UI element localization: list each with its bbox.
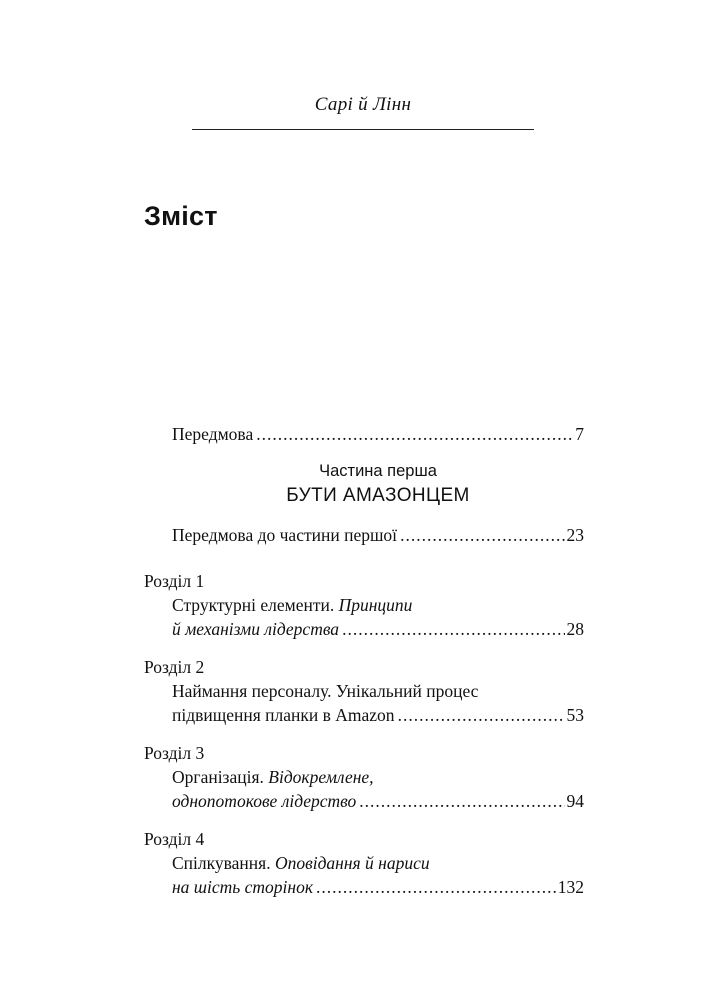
toc-entry-chapter-2[interactable] bbox=[172, 679, 584, 727]
toc-entry-line bbox=[172, 523, 584, 547]
toc-entry-chapter-1[interactable] bbox=[172, 593, 584, 641]
dot-leader bbox=[316, 875, 556, 899]
section-label: Розділ 3 bbox=[144, 743, 205, 763]
entry-title: Передмова до частини першої bbox=[172, 525, 398, 545]
page-number: 94 bbox=[566, 791, 584, 811]
page-number: 7 bbox=[575, 424, 584, 444]
entry-title-italic: Оповідання й нариси bbox=[274, 853, 430, 873]
entry-title: Передмова bbox=[172, 424, 254, 444]
toc-entry-line bbox=[172, 679, 584, 703]
toc-entry-chapter-4[interactable] bbox=[172, 851, 584, 899]
entry-title-plain: Наймання персоналу. Унікальний процес bbox=[172, 681, 479, 701]
toc-entry-preface[interactable] bbox=[172, 422, 584, 446]
section-label: Розділ 4 bbox=[144, 829, 205, 849]
dot-leader bbox=[342, 617, 564, 641]
toc-entry-line bbox=[172, 422, 584, 446]
entry-title-italic: й механізми лідерства bbox=[172, 619, 340, 639]
dot-leader bbox=[359, 789, 564, 813]
page-number: 132 bbox=[557, 877, 584, 897]
part-label: Частина перша bbox=[319, 462, 437, 480]
section-label: Розділ 1 bbox=[144, 571, 205, 591]
entry-title-italic: Відокремлене, bbox=[268, 767, 374, 787]
entry-title-italic: Принципи bbox=[338, 595, 413, 615]
part-title: БУТИ АМАЗОНЦЕМ bbox=[286, 485, 470, 506]
toc-entry-line bbox=[172, 703, 584, 727]
running-head-rule bbox=[192, 129, 534, 130]
toc-entry-line bbox=[172, 617, 584, 641]
dot-leader bbox=[400, 523, 564, 547]
entry-title-plain: Структурні елементи. bbox=[172, 595, 339, 615]
entry-title-plain: Спілкування. bbox=[172, 853, 275, 873]
section-label: Розділ 2 bbox=[144, 657, 205, 677]
entry-title-italic: однопотокове лідерство bbox=[172, 791, 357, 811]
toc-entry-line bbox=[172, 875, 584, 899]
entry-title-plain: підвищення планки в Amazon bbox=[172, 705, 395, 725]
page-number: 23 bbox=[566, 525, 584, 545]
toc-entry-chapter-3[interactable] bbox=[172, 765, 584, 813]
toc-entry-line bbox=[172, 789, 584, 813]
page-number: 28 bbox=[566, 619, 584, 639]
page-number: 53 bbox=[566, 705, 584, 725]
toc-entry-line bbox=[172, 851, 584, 875]
toc-heading: Зміст bbox=[144, 201, 218, 231]
running-head: Сарі й Лінн bbox=[314, 94, 412, 115]
dot-leader bbox=[256, 422, 573, 446]
toc-entry-line bbox=[172, 593, 584, 617]
entry-title-italic: на шість сторінок bbox=[172, 877, 314, 897]
dot-leader bbox=[398, 703, 565, 727]
entry-title-plain: Організація. bbox=[172, 767, 269, 787]
toc-entry-line bbox=[172, 765, 584, 789]
toc-entry-part-intro[interactable] bbox=[172, 523, 584, 547]
